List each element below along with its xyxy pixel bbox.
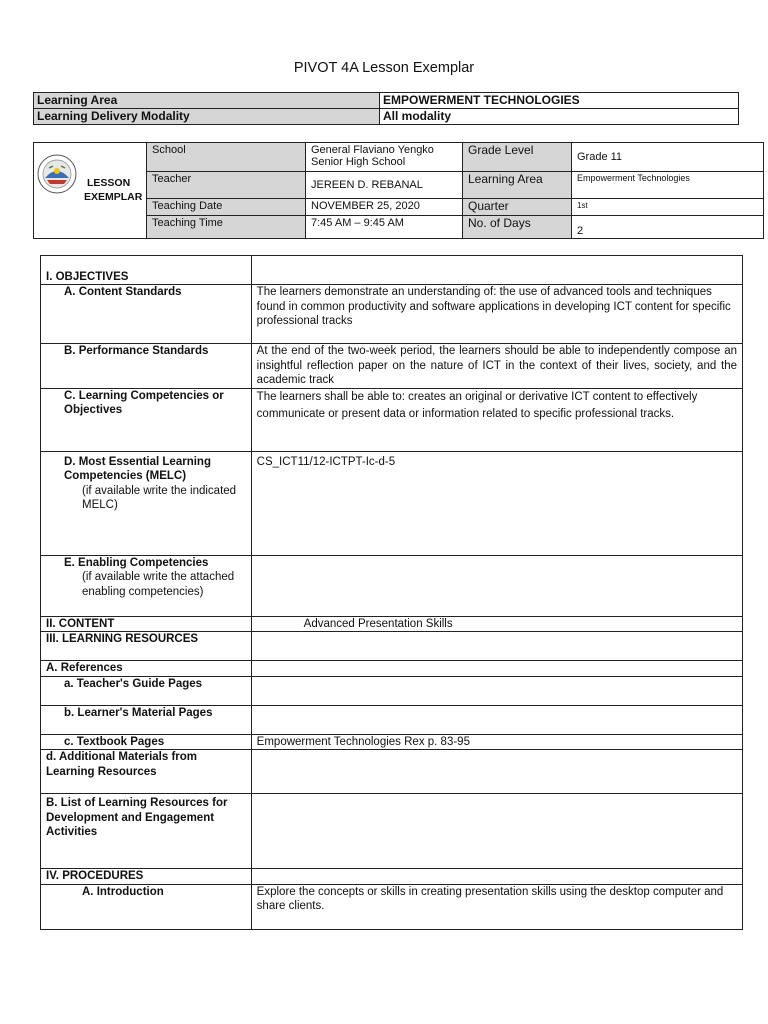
table-row: [41, 676, 743, 705]
deped-seal-icon: [37, 154, 77, 194]
teacher-label: Teacher: [147, 172, 306, 199]
resources-heading: III. LEARNING RESOURCES: [41, 632, 252, 661]
competencies-value: The learners shall be able to: creates an original or derivative ICT content to effectively communicate or present data or information related to specific professional tracks.: [251, 388, 742, 451]
procedures-heading: IV. PROCEDURES: [41, 869, 252, 885]
table-row: [34, 93, 739, 109]
days-value: 2: [572, 216, 764, 239]
learning-area-label-2: Learning Area: [463, 172, 572, 199]
teaching-time-value: 7:45 AM – 9:45 AM: [306, 216, 463, 239]
learning-area-value: EMPOWERMENT TECHNOLOGIES: [380, 93, 739, 109]
enabling-note: (if available write the attached enabling competencies): [82, 571, 235, 598]
content-heading: II. CONTENT: [41, 616, 252, 632]
table-row: [41, 794, 743, 869]
quarter-label: Quarter: [463, 199, 572, 216]
teacher-value: JEREEN D. REBANAL: [306, 172, 463, 199]
lesson-info-table: [33, 142, 764, 239]
table-row: [34, 143, 764, 172]
melc-value: CS_ICT11/12-ICTPT-Ic-d-5: [251, 451, 742, 555]
textbook-value: Empowerment Technologies Rex p. 83-95: [251, 734, 742, 750]
references-label: A. References: [41, 661, 252, 677]
table-row: [41, 555, 743, 616]
table-row: [41, 705, 743, 734]
table-row: [34, 109, 739, 125]
page-title: PIVOT 4A Lesson Exemplar: [293, 60, 475, 76]
table-row: [41, 632, 743, 661]
grade-level-label: Grade Level: [463, 143, 572, 172]
days-label: No. of Days: [463, 216, 572, 239]
introduction-value: Explore the concepts or skills in creating presentation skills using the desktop computer and share clients.: [251, 884, 742, 929]
lesson-plan-table: [40, 255, 743, 930]
table-row: [41, 616, 743, 632]
content-standards-label: A. Content Standards: [64, 286, 182, 298]
table-row: [41, 734, 743, 750]
teaching-time-label: Teaching Time: [147, 216, 306, 239]
table-row: [41, 388, 743, 451]
delivery-modality-value: All modality: [380, 109, 739, 125]
resources-list-label: B. List of Learning Resources for Development and Engagement Activities: [41, 794, 252, 869]
tg-pages-label: a. Teacher's Guide Pages: [64, 677, 203, 690]
learning-area-table: [33, 92, 739, 125]
performance-standards-value: At the end of the two-week period, the learners should be able to independently compose an insightful reflection paper on the nature of ICT in the context of their lives, society, and the academic track: [251, 344, 742, 389]
content-value: Advanced Presentation Skills: [251, 616, 742, 632]
delivery-modality-label: Learning Delivery Modality: [34, 109, 380, 125]
school-value: General Flaviano Yengko Senior High School: [306, 143, 463, 172]
competencies-label: C. Learning Competencies or Objectives: [64, 389, 224, 416]
teaching-date-label: Teaching Date: [147, 199, 306, 216]
table-row: [41, 869, 743, 885]
lesson-exemplar-label: LESSON EXEMPLAR: [84, 177, 143, 203]
table-row: [41, 661, 743, 677]
grade-level-value: Grade 11: [572, 143, 764, 172]
content-standards-value: The learners demonstrate an understanding of: the use of advanced tools and techniques found in common productivity and software applications in developing ICT content for specific professional tracks: [251, 285, 742, 344]
table-row: [41, 256, 743, 285]
table-row: [41, 750, 743, 794]
melc-note: (if available write the indicated MELC): [82, 484, 237, 511]
enabling-label: E. Enabling Competencies: [64, 556, 209, 569]
table-row: [41, 285, 743, 344]
lesson-exemplar-cell: [34, 143, 147, 239]
school-label: School: [147, 143, 306, 172]
learning-area-value-2: Empowerment Technologies: [572, 172, 764, 199]
teaching-date-value: NOVEMBER 25, 2020: [306, 199, 463, 216]
objectives-heading: I. OBJECTIVES: [41, 256, 252, 285]
learning-area-label: Learning Area: [34, 93, 380, 109]
lm-pages-label: b. Learner's Material Pages: [64, 706, 213, 719]
table-row: [41, 344, 743, 389]
table-row: [41, 451, 743, 555]
table-row: [41, 884, 743, 929]
performance-standards-label: B. Performance Standards: [64, 345, 209, 357]
textbook-label: c. Textbook Pages: [64, 735, 165, 748]
quarter-value: 1st: [572, 199, 764, 216]
introduction-label: A. Introduction: [82, 885, 164, 898]
melc-label: D. Most Essential Learning Competencies (MELC): [64, 455, 211, 482]
additional-materials-label: d. Additional Materials from Learning Resources: [41, 750, 252, 794]
